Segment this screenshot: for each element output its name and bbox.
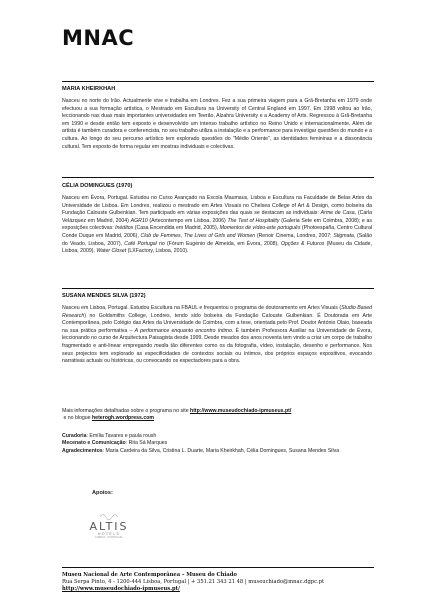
section-celia-domingues: [62, 183, 372, 256]
altis-name: ALTIS: [89, 520, 129, 533]
divider-footer: [62, 567, 374, 568]
altis-tag: LISBOA · PORTUGAL: [95, 535, 123, 539]
altis-emblem-icon: ◠◡◠: [99, 514, 119, 521]
credit-mecenato: Mecenato e Comunicação: Rita Sá Marques: [62, 440, 168, 447]
altis-sub: HOTELS: [97, 532, 121, 536]
footer-website-link[interactable]: http://www.museudochiado-ipmuseus.pt/: [62, 586, 180, 592]
divider: [62, 288, 374, 289]
section-paragraph: Nasceu em Lisboa, Portugal. Estudou Escultura na FBAUL e frequentou o programa de doutoramento em Artes Visuais (Studio Based Research) no Goldsmiths College, Londres, tendo sido bolseira da Fundação Calouste Gulbenkian. É Doutorada em Arte Contemporânea, pelo Colégio das Artes da Universidade de Coimbra, com a tese, orientada pelo Prof. Doutor António Olaio, baseada na sua prática performativa – A performance enquanto encontro íntimo. É também Professora Auxiliar na Universidade de Évora, leccionando no curso de Arquitectura Paisagista desde 1999. Desde meados dos anos noventa tem vindo a criar um corpo de trabalho fragmentado e anti-linear empregando media tão diferentes como os da fotografia, vídeo, instalação, desenho e performance. Nos seus projectos tem explorado as especificidades de contextos sociais ou íntimos, dos próprios espaços expositivos, evocando narrativas actuais ou históricas, ou convocando os espectadores para a obra.: [62, 305, 373, 365]
footer: [62, 572, 374, 593]
credit-curadoria: Curadoria: Emília Tavares e paula roush: [62, 433, 157, 439]
divider: [62, 177, 374, 178]
altis-hotels-logo: [89, 514, 129, 539]
more-info-line: Mais informações detalhadas sobre o programa no site http://www.museudochiado-ipmuseus.pt/: [62, 408, 292, 414]
section-paragraph: Nasceu no norte do Irão. Actualmente vive e trabalha em Londres. Fez a sua primeira viagem para a Grã-Bretanha em 1979 onde efectuou a sua formação artística, o Mestrado em Escultura na University of Central England em 1997. Em 1998 voltou ao Irão, leccionando nas duas mais importantes universidades em Teerão, Alzahra University e a Academy of Arts. Regressou à Grã-Bretanha em 1990 e desde então tem exposto e desenvolvido um intenso trabalho artístico no Reino Unido e internacionalmente. Além de artista é também curadora e conferencista, no seu trabalho utiliza a instalação e a performance para investigar questões do mundo e a cultura. Ao longo do seu percurso artístico tem explorado questões do "Médio Oriente", as identidades femininas e a dissonância cultural. Tem exposto de forma regular em mostras individuais e colectivas.: [62, 98, 372, 150]
credit-agradecimentos: Agradecimentos: Maria Cardeira da Silva, Cristina L. Duarte, Maria Kheirkhah, Célia Domingues, Susana Mendes Silva: [62, 447, 340, 454]
blog-link[interactable]: heterogh.wordpress.com: [92, 415, 154, 422]
section-susana-mendes-silva: [62, 293, 372, 366]
divider-top: [62, 81, 374, 82]
section-title: CÉLIA DOMINGUES (1970): [62, 183, 133, 189]
blog-line: e no blogue heterogh.wordpress.com: [63, 415, 154, 422]
mnac-logo: MNAC: [62, 26, 135, 50]
more-info: [62, 408, 372, 423]
footer-address: Rua Serpa Pinto, 4 - 1200-444 Lisboa, Portugal | + 351.21 343 21 48 | museuchiado@mnac.dgpc.pt: [62, 579, 325, 585]
footer-museum-name: Museu Nacional de Arte Contemporânea – Museu do Chiado: [62, 572, 237, 578]
credits: [62, 433, 372, 455]
section-title: SUSANA MENDES SILVA (1972): [62, 293, 146, 299]
museum-site-link[interactable]: http://www.museudochiado-ipmuseus.pt/: [190, 408, 292, 414]
section-title: MARIA KHEIRKHAH: [62, 86, 116, 92]
section-maria-kheirkhah: [62, 86, 372, 151]
section-paragraph: Nasceu em Évora, Portugal. Estudou no Curso Avançado na Escola Maumaus, Lisboa e Escultura na Faculdade de Belas Artes da Universidade de Lisboa. Em Londres, realizou o mestrado em Artes Visuais no Chelsea College of Art & Design, como bolseira da Fundação Calouste Gulbenkian. Tem participado em várias exposições das quais se destacam as individuais: Arme de Casa, (Carla Velázquez em Madrid, 2004) AGR10 (Artecontempo em Lisboa, 2006) The Text of Hospitality (Galeria Sete em Coimbra, 2008); e as exposições colectivas: Inéditos (Casa Encendida em Madrid, 2005), Momentos de vídeo-arte português (Photoespaña, Centro Cultural Conde Duque em Madrid, 2006), Club de Femmes, The Lives of Girls and Women (Renoir Cinema, Londres, 2007; Stigmata, (Salão do Veado, Lisboa, 2007), Café Portugal no (Fórum Eugénio de Almeida, em Évora, 2008), Opções & Futuros (Museu da Cidade, Lisboa, 2009), Water Closet (LXFactory, Lisboa, 2010).: [62, 195, 372, 255]
apoios-label: Apoios:: [92, 490, 113, 496]
